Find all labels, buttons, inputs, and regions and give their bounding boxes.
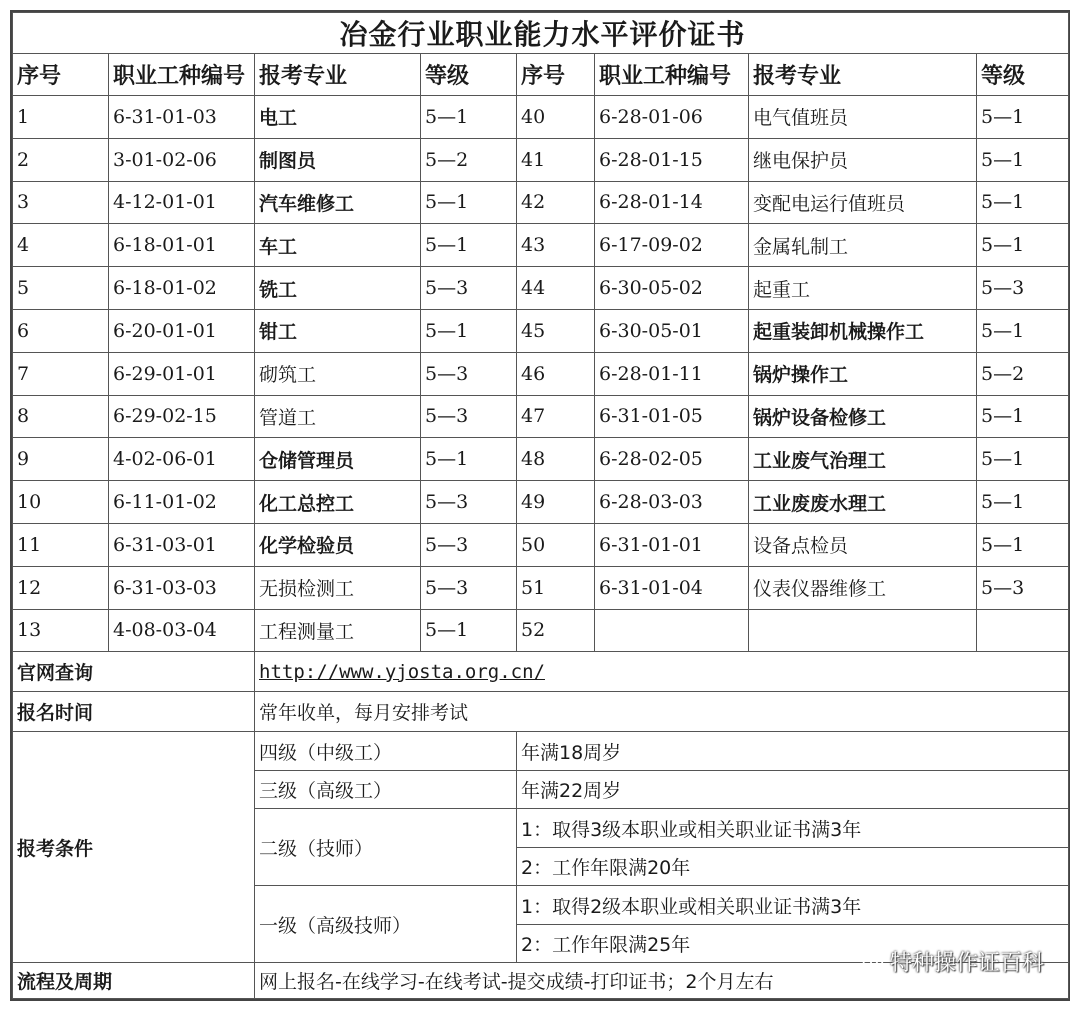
level3-name: 三级（高级工） bbox=[255, 770, 517, 809]
code-cell: 3-01-02-06 bbox=[109, 138, 255, 181]
seq-cell: 47 bbox=[517, 395, 595, 438]
level-cell: 5—1 bbox=[977, 395, 1069, 438]
level-cell: 5—1 bbox=[421, 438, 517, 481]
column-header: 职业工种编号 bbox=[595, 54, 749, 96]
seq-cell: 50 bbox=[517, 523, 595, 566]
seq-cell: 44 bbox=[517, 267, 595, 310]
level-cell: 5—3 bbox=[421, 566, 517, 609]
seq-cell: 46 bbox=[517, 352, 595, 395]
level-cell: 5—3 bbox=[421, 395, 517, 438]
code-cell: 6-28-02-05 bbox=[595, 438, 749, 481]
code-cell: 6-20-01-01 bbox=[109, 309, 255, 352]
level4-requirement: 年满18周岁 bbox=[517, 732, 1069, 771]
column-header: 职业工种编号 bbox=[109, 54, 255, 96]
signup-text: 常年收单，每月安排考试 bbox=[255, 692, 1069, 732]
conditions-label: 报考条件 bbox=[13, 732, 255, 963]
code-cell: 6-29-01-01 bbox=[109, 352, 255, 395]
code-cell: 6-31-01-03 bbox=[109, 96, 255, 139]
major-cell: 砌筑工 bbox=[255, 352, 421, 395]
table-row bbox=[13, 395, 1069, 438]
table-row bbox=[13, 309, 1069, 352]
level-cell bbox=[977, 609, 1069, 652]
code-cell: 6-31-01-04 bbox=[595, 566, 749, 609]
level-cell: 5—1 bbox=[977, 181, 1069, 224]
code-cell: 6-18-01-01 bbox=[109, 224, 255, 267]
major-cell: 起重工 bbox=[749, 267, 977, 310]
signup-row bbox=[13, 692, 1069, 732]
seq-cell: 4 bbox=[13, 224, 109, 267]
code-cell: 6-28-01-06 bbox=[595, 96, 749, 139]
code-cell: 6-28-01-11 bbox=[595, 352, 749, 395]
code-cell: 6-30-05-01 bbox=[595, 309, 749, 352]
major-cell: 无损检测工 bbox=[255, 566, 421, 609]
major-cell: 化学检验员 bbox=[255, 523, 421, 566]
code-cell: 6-28-03-03 bbox=[595, 481, 749, 524]
major-cell: 化工总控工 bbox=[255, 481, 421, 524]
level-cell: 5—1 bbox=[421, 181, 517, 224]
code-cell: 6-31-03-03 bbox=[109, 566, 255, 609]
seq-cell: 43 bbox=[517, 224, 595, 267]
level-cell: 5—1 bbox=[977, 138, 1069, 181]
flow-text: 网上报名-在线学习-在线考试-提交成绩-打印证书；2个月左右 bbox=[255, 963, 1069, 999]
table-row bbox=[13, 566, 1069, 609]
major-cell: 管道工 bbox=[255, 395, 421, 438]
level1-requirement-1: 1：取得2级本职业或相关职业证书满3年 bbox=[517, 886, 1069, 925]
major-cell: 仪表仪器维修工 bbox=[749, 566, 977, 609]
column-header: 报考专业 bbox=[749, 54, 977, 96]
seq-cell: 40 bbox=[517, 96, 595, 139]
level-cell: 5—3 bbox=[977, 267, 1069, 310]
table-row bbox=[13, 609, 1069, 652]
table-row bbox=[13, 138, 1069, 181]
watermark-text: 特种操作证百科 bbox=[889, 951, 1044, 976]
website-url[interactable]: http://www.yjosta.org.cn/ bbox=[259, 660, 545, 683]
seq-cell: 8 bbox=[13, 395, 109, 438]
certificate-table bbox=[12, 12, 1069, 999]
level-cell: 5—1 bbox=[977, 224, 1069, 267]
website-row bbox=[13, 652, 1069, 692]
level-cell: 5—3 bbox=[421, 481, 517, 524]
code-cell: 6-30-05-02 bbox=[595, 267, 749, 310]
column-header: 等级 bbox=[977, 54, 1069, 96]
seq-cell: 6 bbox=[13, 309, 109, 352]
major-cell: 金属轧制工 bbox=[749, 224, 977, 267]
level-cell: 5—2 bbox=[421, 138, 517, 181]
major-cell: 仓储管理员 bbox=[255, 438, 421, 481]
website-link[interactable] bbox=[255, 652, 1069, 692]
seq-cell: 3 bbox=[13, 181, 109, 224]
code-cell: 4-08-03-04 bbox=[109, 609, 255, 652]
website-label: 官网查询 bbox=[13, 652, 255, 692]
code-cell: 6-28-01-15 bbox=[595, 138, 749, 181]
table-row bbox=[13, 352, 1069, 395]
seq-cell: 52 bbox=[517, 609, 595, 652]
level2-requirement-1: 1：取得3级本职业或相关职业证书满3年 bbox=[517, 809, 1069, 848]
code-cell: 6-31-01-01 bbox=[595, 523, 749, 566]
seq-cell: 49 bbox=[517, 481, 595, 524]
major-cell: 锅炉设备检修工 bbox=[749, 395, 977, 438]
code-cell bbox=[595, 609, 749, 652]
code-cell: 6-28-01-14 bbox=[595, 181, 749, 224]
code-cell: 6-11-01-02 bbox=[109, 481, 255, 524]
condition-row-level4 bbox=[13, 732, 1069, 771]
level-cell: 5—1 bbox=[421, 309, 517, 352]
level1-name: 一级（高级技师） bbox=[255, 886, 517, 963]
column-header: 序号 bbox=[13, 54, 109, 96]
level3-requirement: 年满22周岁 bbox=[517, 770, 1069, 809]
level-cell: 5—3 bbox=[421, 352, 517, 395]
code-cell: 6-18-01-02 bbox=[109, 267, 255, 310]
level-cell: 5—2 bbox=[977, 352, 1069, 395]
major-cell: 车工 bbox=[255, 224, 421, 267]
level-cell: 5—1 bbox=[421, 224, 517, 267]
seq-cell: 1 bbox=[13, 96, 109, 139]
major-cell: 电工 bbox=[255, 96, 421, 139]
level-cell: 5—3 bbox=[977, 566, 1069, 609]
table-header-row bbox=[13, 54, 1069, 96]
code-cell: 6-31-01-05 bbox=[595, 395, 749, 438]
code-cell: 6-29-02-15 bbox=[109, 395, 255, 438]
major-cell: 工业废废水理工 bbox=[749, 481, 977, 524]
page-title: 冶金行业职业能力水平评价证书 bbox=[13, 13, 1069, 54]
signup-label: 报名时间 bbox=[13, 692, 255, 732]
seq-cell: 10 bbox=[13, 481, 109, 524]
level-cell: 5—1 bbox=[977, 438, 1069, 481]
column-header: 等级 bbox=[421, 54, 517, 96]
major-cell: 设备点检员 bbox=[749, 523, 977, 566]
wechat-icon bbox=[862, 953, 884, 971]
table-row bbox=[13, 523, 1069, 566]
level4-name: 四级（中级工） bbox=[255, 732, 517, 771]
table-row bbox=[13, 438, 1069, 481]
level2-requirement-2: 2：工作年限满20年 bbox=[517, 847, 1069, 886]
seq-cell: 13 bbox=[13, 609, 109, 652]
major-cell: 汽车维修工 bbox=[255, 181, 421, 224]
level-cell: 5—1 bbox=[977, 96, 1069, 139]
major-cell: 继电保护员 bbox=[749, 138, 977, 181]
level1-requirement-2: 2：工作年限满25年 bbox=[517, 924, 1069, 963]
seq-cell: 11 bbox=[13, 523, 109, 566]
level2-name: 二级（技师） bbox=[255, 809, 517, 886]
code-cell: 4-02-06-01 bbox=[109, 438, 255, 481]
seq-cell: 7 bbox=[13, 352, 109, 395]
column-header: 序号 bbox=[517, 54, 595, 96]
major-cell bbox=[749, 609, 977, 652]
table-row bbox=[13, 96, 1069, 139]
table-row bbox=[13, 481, 1069, 524]
column-header: 报考专业 bbox=[255, 54, 421, 96]
code-cell: 4-12-01-01 bbox=[109, 181, 255, 224]
major-cell: 起重装卸机械操作工 bbox=[749, 309, 977, 352]
seq-cell: 48 bbox=[517, 438, 595, 481]
code-cell: 6-17-09-02 bbox=[595, 224, 749, 267]
seq-cell: 42 bbox=[517, 181, 595, 224]
major-cell: 铣工 bbox=[255, 267, 421, 310]
level-cell: 5—3 bbox=[421, 523, 517, 566]
seq-cell: 51 bbox=[517, 566, 595, 609]
certificate-table-frame bbox=[10, 10, 1070, 1001]
major-cell: 锅炉操作工 bbox=[749, 352, 977, 395]
level-cell: 5—1 bbox=[977, 523, 1069, 566]
major-cell: 电气值班员 bbox=[749, 96, 977, 139]
major-cell: 钳工 bbox=[255, 309, 421, 352]
table-row bbox=[13, 181, 1069, 224]
table-row bbox=[13, 267, 1069, 310]
seq-cell: 2 bbox=[13, 138, 109, 181]
seq-cell: 45 bbox=[517, 309, 595, 352]
level-cell: 5—3 bbox=[421, 267, 517, 310]
seq-cell: 41 bbox=[517, 138, 595, 181]
code-cell: 6-31-03-01 bbox=[109, 523, 255, 566]
major-cell: 工程测量工 bbox=[255, 609, 421, 652]
level-cell: 5—1 bbox=[421, 96, 517, 139]
seq-cell: 5 bbox=[13, 267, 109, 310]
major-cell: 工业废气治理工 bbox=[749, 438, 977, 481]
major-cell: 变配电运行值班员 bbox=[749, 181, 977, 224]
seq-cell: 12 bbox=[13, 566, 109, 609]
level-cell: 5—1 bbox=[977, 481, 1069, 524]
seq-cell: 9 bbox=[13, 438, 109, 481]
level-cell: 5—1 bbox=[421, 609, 517, 652]
major-cell: 制图员 bbox=[255, 138, 421, 181]
watermark bbox=[862, 946, 1044, 977]
level-cell: 5—1 bbox=[977, 309, 1069, 352]
flow-label: 流程及周期 bbox=[13, 963, 255, 999]
table-row bbox=[13, 224, 1069, 267]
